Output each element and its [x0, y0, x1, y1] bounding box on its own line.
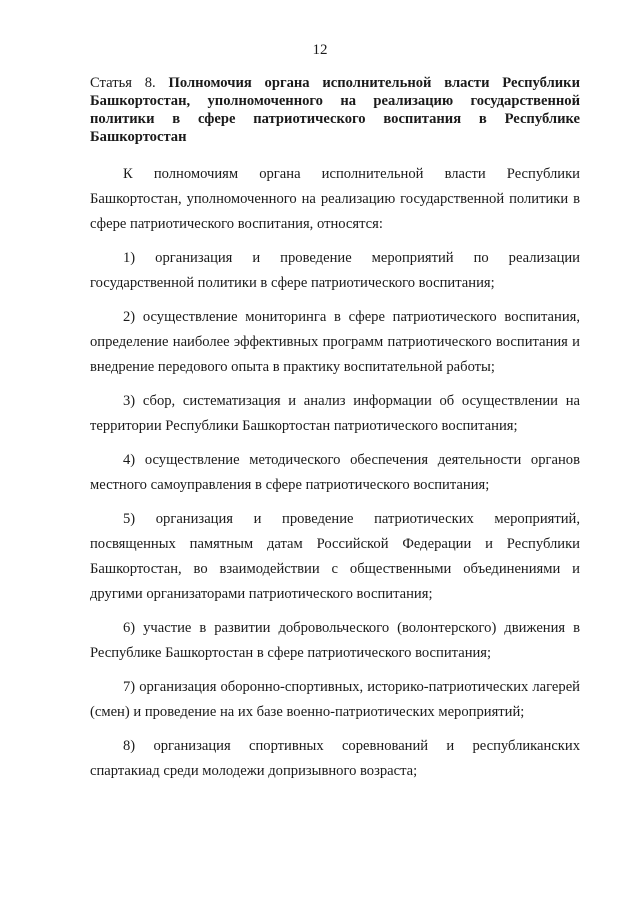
article-body [90, 162, 580, 793]
intro-paragraph: К полномочиям органа исполнительной власти Республики Башкортостан, уполномоченного на реализацию государственной политики в сфере патриотического воспитания, относятся: [90, 166, 580, 232]
list-item-3: 3) сбор, систематизация и анализ информации об осуществлении на территории Республики Башкортостан патриотического воспитания; [90, 393, 580, 434]
list-item-5: 5) организация и проведение патриотических мероприятий, посвященных памятным датам Российской Федерации и Республики Башкортостан, во взаимодействии с общественными объединениями и другими организаторами патриотического воспитания; [90, 511, 580, 602]
article-label: Статья 8. [90, 75, 156, 91]
list-item-8: 8) организация спортивных соревнований и республиканских спартакиад среди молодежи допризывного возраста; [90, 738, 580, 779]
list-item-7: 7) организация оборонно-спортивных, историко-патриотических лагерей (смен) и проведение на их базе военно-патриотических мероприятий; [90, 679, 580, 720]
page-number: 12 [312, 42, 328, 58]
article-title: Полномочия органа исполнительной власти Республики Башкортостан, уполномоченного на реализацию государственной политики в сфере патриотического воспитания в Республике Башкортостан [90, 75, 580, 145]
list-item-4: 4) осуществление методического обеспечения деятельности органов местного самоуправления в сфере патриотического воспитания; [90, 452, 580, 493]
list-item-2: 2) осуществление мониторинга в сфере патриотического воспитания, определение наиболее эффективных программ патриотического воспитания и внедрение передового опыта в практику воспитательной работы; [90, 309, 580, 375]
article-heading [90, 74, 580, 146]
list-item-6: 6) участие в развитии добровольческого (волонтерского) движения в Республике Башкортостан в сфере патриотического воспитания; [90, 620, 580, 661]
list-item-1: 1) организация и проведение мероприятий по реализации государственной политики в сфере патриотического воспитания; [90, 250, 580, 291]
